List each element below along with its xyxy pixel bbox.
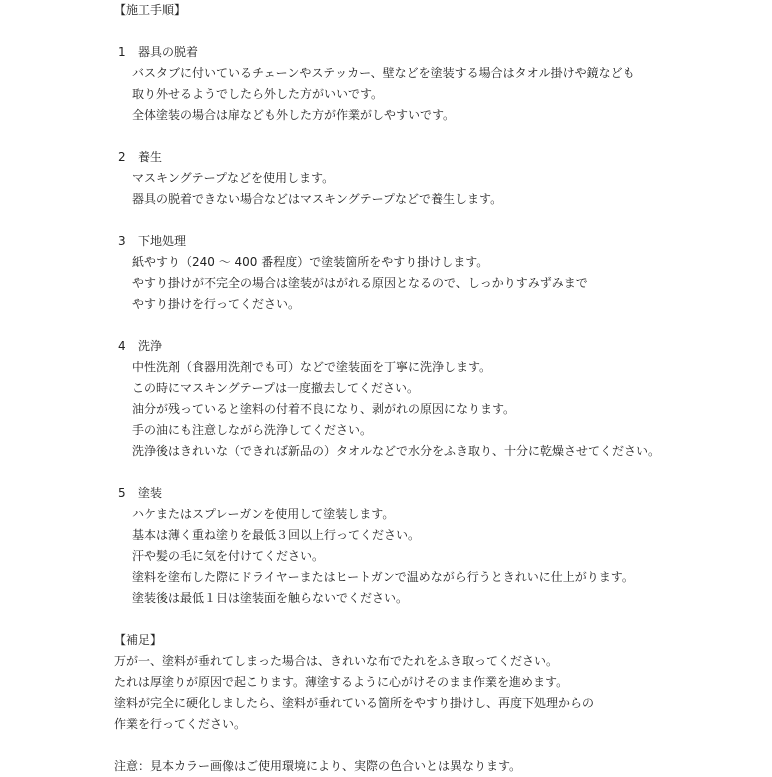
supplement-line-3: 塗料が完全に硬化しましたら、塗料が垂れている箇所をやすり掛けし、再度下処理からの (114, 696, 595, 710)
supplement-heading: 【補足】 (114, 633, 163, 647)
step-4-line-4: 手の油にも注意しながら洗浄してください。 (132, 423, 373, 437)
step-5-line-2: 基本は薄く重ね塗りを最低３回以上行ってください。 (132, 528, 421, 542)
step-3-number: 3 (118, 234, 126, 248)
step-3-line-1: 紙やすり（240 ～ 400 番程度）で塗装箇所をやすり掛けします。 (132, 255, 489, 269)
step-5-line-3: 汗や髪の毛に気を付けてください。 (132, 549, 325, 563)
step-3-title: 下地処理 (138, 234, 187, 248)
step-5-number: 5 (118, 486, 126, 500)
step-4-line-5: 洗浄後はきれいな（できれば新品の）タオルなどで水分をふき取り、十分に乾燥させてください。 (132, 444, 661, 458)
procedure-heading: 【施工手順】 (114, 3, 187, 17)
step-3-title-row (114, 231, 764, 252)
step-2-line-1: マスキングテープなどを使用します。 (132, 171, 335, 185)
step-2-title: 養生 (138, 150, 163, 164)
step-5-title-row (114, 483, 764, 504)
supplement-line-1: 万が一、塗料が垂れてしまった場合は、きれいな布でたれをふき取ってください。 (114, 654, 559, 668)
step-2-number: 2 (118, 150, 126, 164)
step-4-number: 4 (118, 339, 126, 353)
note-text: 注意：見本カラー画像はご使用環境により、実際の色合いとは異なります。 (114, 759, 522, 773)
step-1-line-2: 取り外せるようでしたら外した方がいいです。 (132, 87, 384, 101)
supplement-line-2: たれは厚塗りが原因で起こります。薄塗するように心がけそのまま作業を進めます。 (114, 675, 569, 689)
step-5-line-1: ハケまたはスプレーガンを使用して塗装します。 (132, 507, 395, 521)
step-3-line-2: やすり掛けが不完全の場合は塗装がはがれる原因となるので、しっかりすみずみまで (132, 276, 588, 290)
step-4-line-1: 中性洗剤（食器用洗剤でも可）などで塗装面を丁寧に洗浄します。 (132, 360, 492, 374)
supplement-line-4: 作業を行ってください。 (114, 717, 247, 731)
step-5-line-4: 塗料を塗布した際にドライヤーまたはヒートガンで温めながら行うときれいに仕上がります。 (132, 570, 634, 584)
step-3-line-3: やすり掛けを行ってください。 (132, 297, 301, 311)
step-5-line-5: 塗装後は最低１日は塗装面を触らないでください。 (132, 591, 409, 605)
step-1-title: 器具の脱着 (138, 45, 199, 59)
step-5-title: 塗装 (138, 486, 163, 500)
step-1-title-row (114, 42, 764, 63)
step-1-number: 1 (118, 45, 126, 59)
step-4-title-row (114, 336, 764, 357)
step-2-title-row (114, 147, 764, 168)
step-4-line-3: 油分が残っていると塗料の付着不良になり、剥がれの原因になります。 (132, 402, 516, 416)
step-1-line-1: バスタブに付いているチェーンやステッカー、壁などを塗装する場合はタオル掛けや鏡なども (132, 66, 635, 80)
document (114, 0, 764, 777)
step-4-title: 洗浄 (138, 339, 163, 353)
step-4-line-2: この時にマスキングテープは一度撤去してください。 (132, 381, 420, 395)
step-1-line-3: 全体塗装の場合は扉なども外した方が作業がしやすいです。 (132, 108, 456, 122)
step-2-line-2: 器具の脱着できない場合などはマスキングテープなどで養生します。 (132, 192, 503, 206)
